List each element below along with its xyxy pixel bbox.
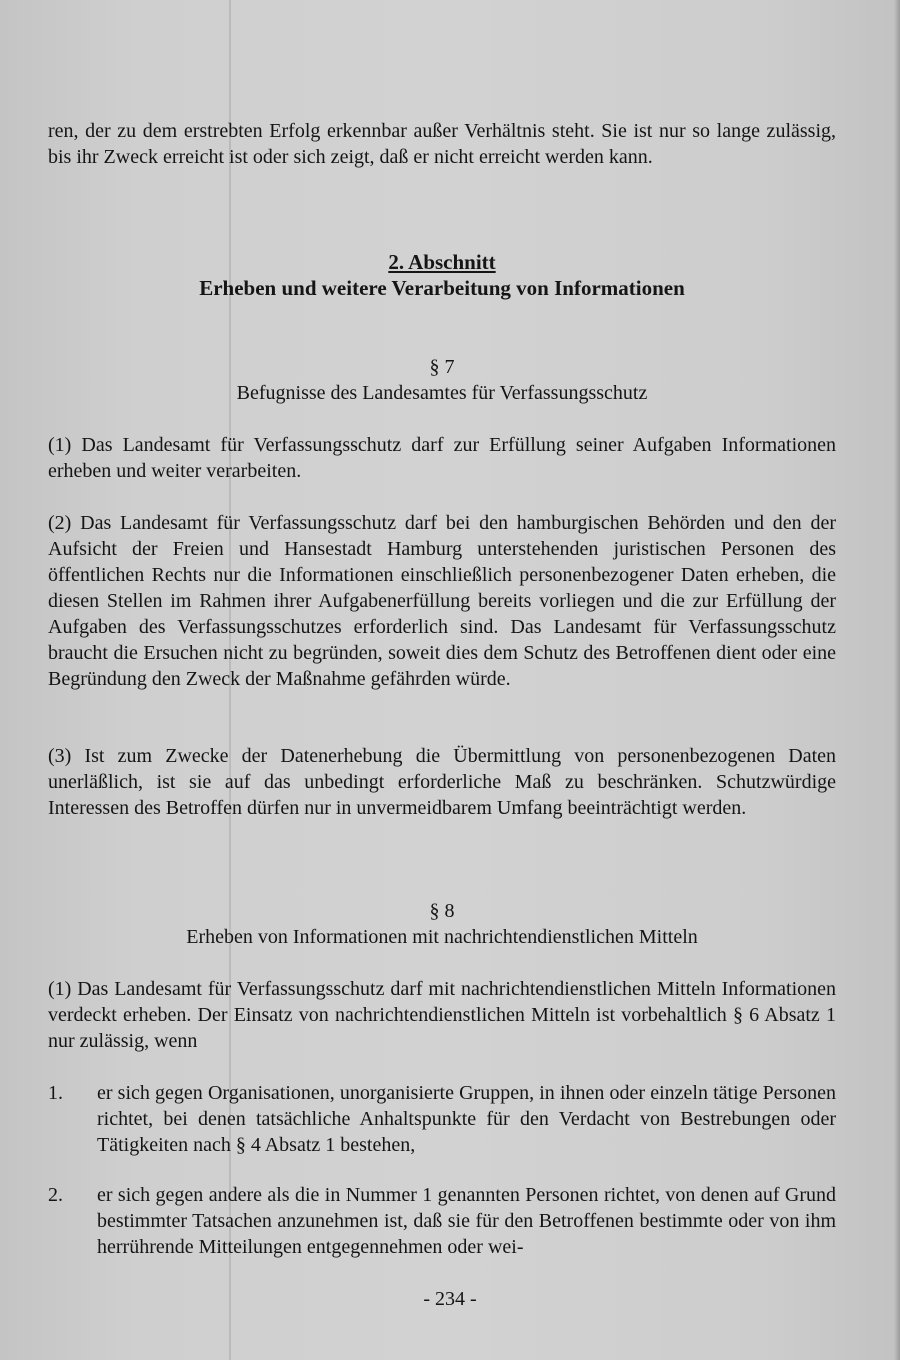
paragraph-7-absatz-2: (2) Das Landesamt für Verfassungsschutz darf bei den hamburgischen Behörden und den der Aufsicht der Freien und Hansestadt Hamburg unterstehenden juristischen Personen des öffentlichen Rechts nur die Informationen einschließlich personenbezogener Daten erheben, die diesen Stellen im Rahmen ihrer Aufgabenerfüllung bereits vorliegen und die zur Erfüllung der Aufgaben des Verfassungsschutzes erforderlich sind. Das Landesamt für Verfassungsschutz braucht die Ersuchen nicht zu begründen, soweit dies dem Schutz des Betroffenen dient oder eine Begründung den Zweck der Maßnahme gefährden würde. [48,512,836,690]
list-item-number: 2. [48,1184,63,1206]
list-item [48,1182,836,1260]
paragraph-7-absatz-1: (1) Das Landesamt für Verfassungsschutz darf zur Erfüllung seiner Aufgaben Informationen erheben und weiter verarbeiten. [48,434,836,482]
section-number: 2. Abschnitt [388,250,496,274]
list-item-text: er sich gegen Organisationen, unorganisierte Gruppen, in ihnen oder einzeln tätige Personen richtet, bei denen tatsächliche Anhaltspunkte für den Verdacht von Bestrebungen oder Tätigkeiten nach § 4 Absatz 1 bestehen, [97,1082,836,1156]
list-item [48,1080,836,1158]
paragraph-8-absatz-1: (1) Das Landesamt für Verfassungsschutz darf mit nachrichtendienstlichen Mitteln Informationen verdeckt erheben. Der Einsatz von nachrichtendienstlichen Mitteln ist vorbehaltlich § 6 Absatz 1 nur zulässig, wenn [48,978,836,1052]
page-number: - 234 - [423,1288,477,1310]
list-item-number: 1. [48,1082,63,1104]
list-item-text: er sich gegen andere als die in Nummer 1 genannten Personen richtet, von denen auf Grund bestimmter Tatsachen anzunehmen ist, daß sie für den Betroffenen bestimmte oder von ihm herrührende Mitteilungen entgegennehmen oder wei- [97,1184,836,1258]
paragraph-7-sign: § 7 [429,356,455,378]
paragraph-8-sign: § 8 [429,900,455,922]
intro-paragraph: ren, der zu dem erstrebten Erfolg erkennbar außer Verhältnis steht. Sie ist nur so lange zulässig, bis ihr Zweck erreicht ist oder sich zeigt, daß er nicht erreicht werden kann. [48,120,836,168]
section-title: Erheben und weitere Verarbeitung von Informationen [199,276,685,300]
page-edge-shadow [894,0,900,1360]
paragraph-7-title: Befugnisse des Landesamtes für Verfassungsschutz [236,382,648,404]
paragraph-8-title: Erheben von Informationen mit nachrichtendienstlichen Mitteln [186,926,698,948]
paragraph-7-absatz-3: (3) Ist zum Zwecke der Datenerhebung die Übermittlung von personenbezogenen Daten unerläßlich, ist sie auf das unbedingt erforderliche Maß zu beschränken. Schutzwürdige Interessen des Betroffen dürfen nur in unvermeidbarem Umfang beeinträchtigt werden. [48,745,836,819]
